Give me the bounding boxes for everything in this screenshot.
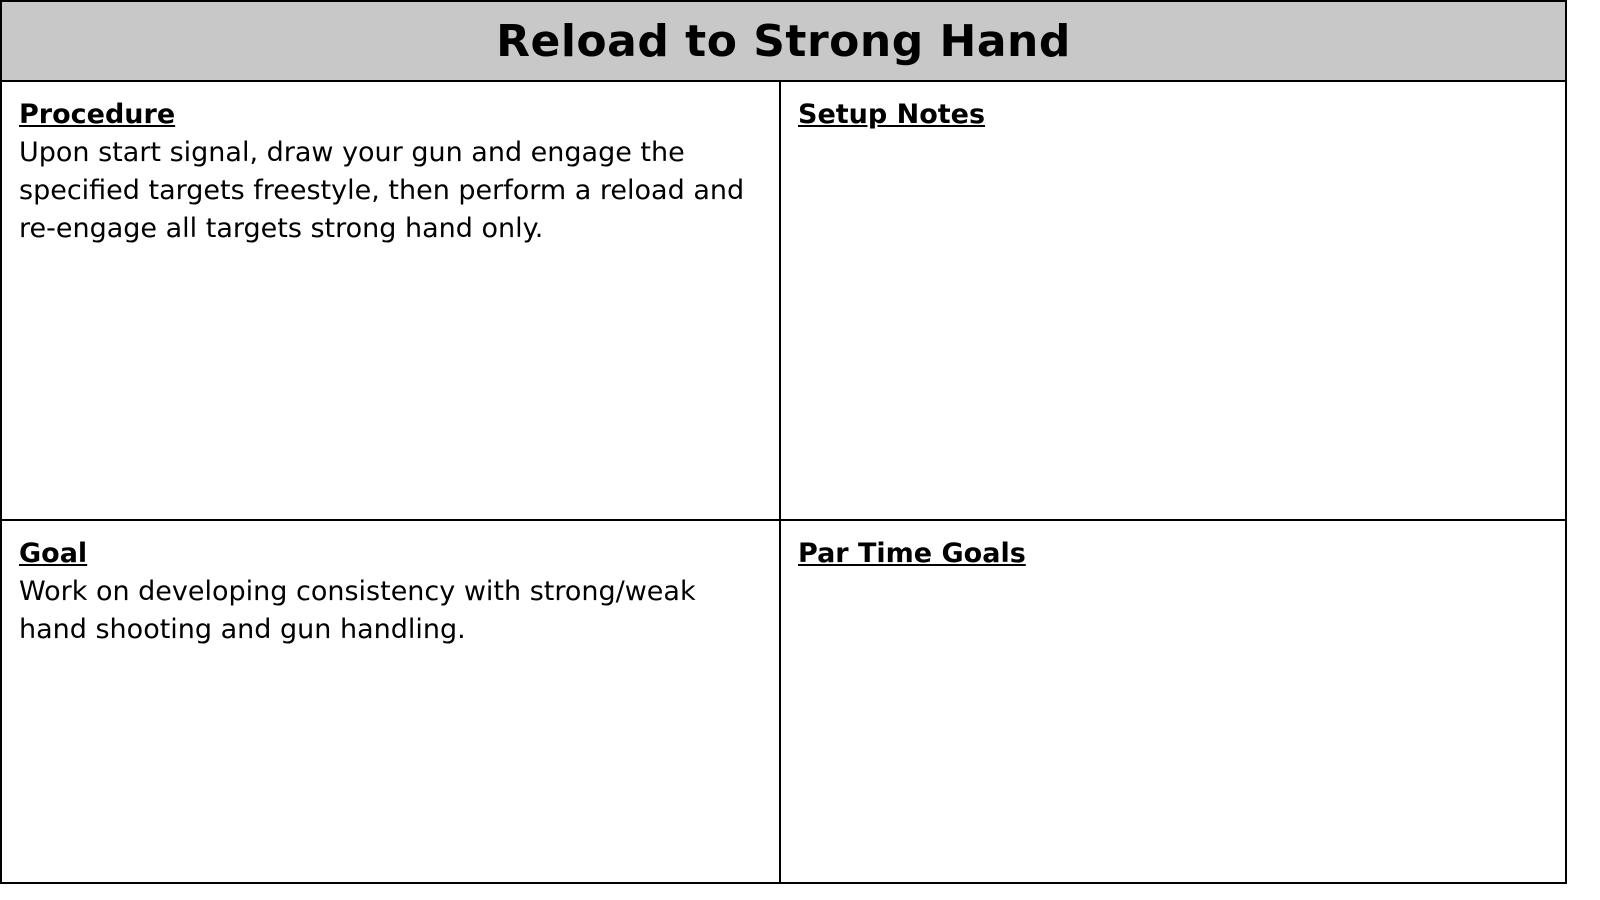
drill-title: Reload to Strong Hand bbox=[496, 15, 1071, 67]
par-time-goals-section bbox=[781, 521, 1565, 882]
goal-text: Work on developing consistency with strong/weak hand shooting and gun handling. bbox=[19, 576, 696, 645]
par-time-goals-heading: Par Time Goals bbox=[798, 538, 1026, 569]
setup-notes-heading: Setup Notes bbox=[798, 99, 986, 130]
goal-heading: Goal bbox=[19, 538, 88, 569]
goal-section bbox=[2, 521, 781, 882]
title-bar bbox=[2, 2, 1565, 82]
procedure-text: Upon start signal, draw your gun and engage the specified targets freestyle, then perform a reload and re-engage all targets strong hand only. bbox=[19, 137, 745, 244]
procedure-heading: Procedure bbox=[19, 99, 176, 130]
procedure-section bbox=[2, 82, 781, 521]
setup-notes-section bbox=[781, 82, 1565, 521]
